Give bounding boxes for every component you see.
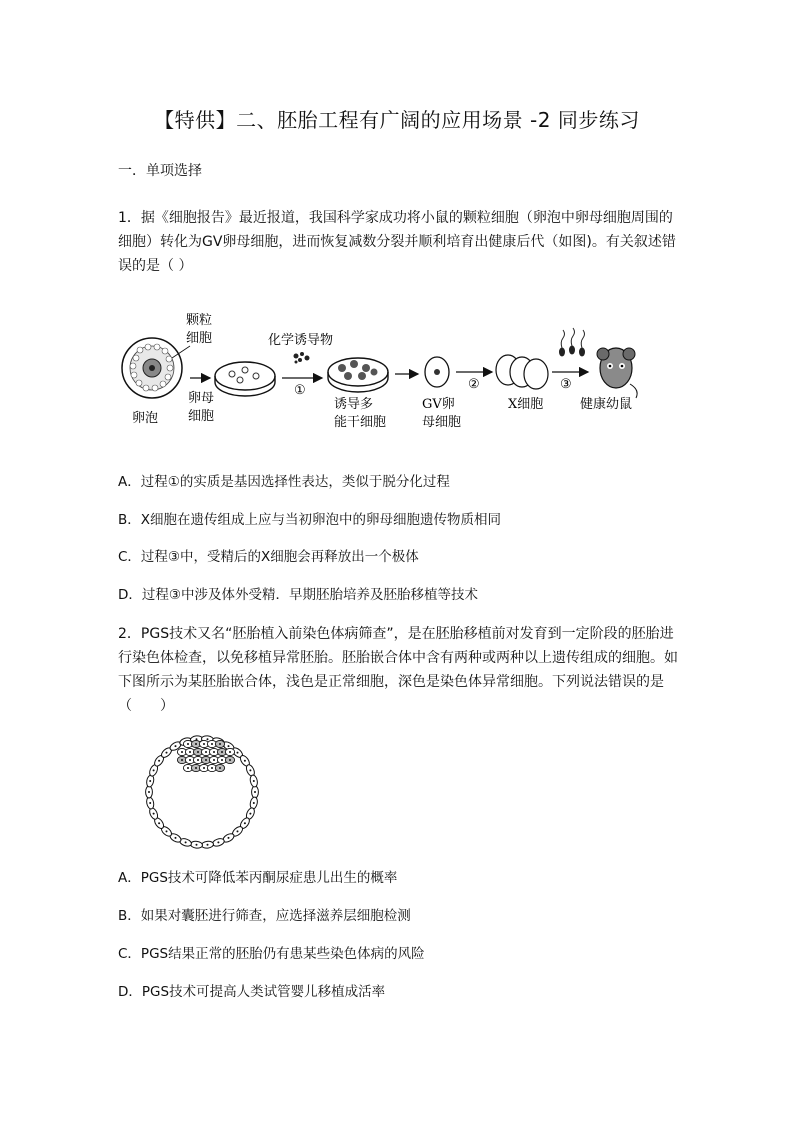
question-2-blastocyst-diagram: [136, 730, 276, 850]
cell-nucleus: [219, 767, 221, 769]
cell-nucleus: [189, 759, 191, 761]
cell-nucleus: [166, 830, 168, 832]
page-title: 【特供】二、胚胎工程有广阔的应用场景 -2 同步练习: [154, 108, 640, 132]
cell-nucleus: [203, 767, 205, 769]
label-step-3: ③: [560, 377, 572, 392]
cell-nucleus: [217, 841, 219, 843]
label-granulosa-1: 颗粒: [186, 313, 213, 328]
cell-nucleus: [244, 760, 246, 762]
cell-nucleus: [207, 738, 209, 740]
label-gv-1: GV卵: [422, 397, 455, 412]
follicle-drawing: [122, 338, 182, 398]
label-follicle: 卵泡: [132, 411, 159, 426]
cell-nucleus: [237, 830, 239, 832]
cell-nucleus: [229, 759, 231, 761]
cell-nucleus: [205, 751, 207, 753]
cell-nucleus: [253, 802, 255, 804]
cell-nucleus: [221, 759, 223, 761]
cell-nucleus: [253, 780, 255, 782]
cell-nucleus: [219, 743, 221, 745]
cell-nucleus: [237, 752, 239, 754]
label-ips-1: 诱导多: [334, 397, 374, 412]
question-1-option-d: D．过程③中涉及体外受精．早期胚胎培养及胚胎移植等技术: [118, 587, 478, 603]
question-2-option-d: D．PGS技术可提高人类试管婴儿移植成活率: [118, 984, 386, 1000]
cell-nucleus: [228, 837, 230, 839]
cell-nucleus: [213, 751, 215, 753]
cell-nucleus: [197, 759, 199, 761]
label-ips-2: 能干细胞: [334, 415, 387, 430]
cell-nucleus: [166, 752, 168, 754]
cell-nucleus: [229, 751, 231, 753]
question-2-option-c: C．PGS结果正常的胚胎仍有患某些染色体病的风险: [118, 946, 425, 962]
label-gv-2: 母细胞: [422, 415, 462, 430]
cell-nucleus: [153, 813, 155, 815]
culture-dish-ips: [328, 358, 388, 392]
gv-oocyte-drawing: [425, 357, 449, 387]
cell-nucleus: [207, 844, 209, 846]
cell-nucleus: [148, 791, 150, 793]
cell-nucleus: [189, 751, 191, 753]
cell-nucleus: [221, 751, 223, 753]
cell-nucleus: [195, 743, 197, 745]
question-2-option-b: B．如果对囊胚进行筛查，应选择滋养层细胞检测: [118, 908, 411, 924]
cell-nucleus: [149, 802, 151, 804]
cell-nucleus: [187, 743, 189, 745]
cell-nucleus: [213, 759, 215, 761]
cell-nucleus: [249, 769, 251, 771]
question-1-option-a: A．过程①的实质是基因选择性表达，类似于脱分化过程: [118, 474, 450, 490]
cell-nucleus: [205, 759, 207, 761]
label-x-cell: X细胞: [508, 397, 544, 412]
question-1-option-c: C．过程③中，受精后的X细胞会再释放出一个极体: [118, 549, 419, 565]
label-granulosa-2: 细胞: [186, 331, 213, 346]
question-1-option-b: B．X细胞在遗传组成上应与当初卵泡中的卵母细胞遗传物质相同: [118, 512, 502, 528]
cell-nucleus: [153, 769, 155, 771]
cell-nucleus: [175, 745, 177, 747]
cell-nucleus: [181, 759, 183, 761]
section-heading: 一．单项选择: [118, 163, 202, 179]
cell-nucleus: [203, 743, 205, 745]
label-oocyte-2: 细胞: [188, 409, 215, 424]
cell-nucleus: [181, 751, 183, 753]
cell-nucleus: [149, 780, 151, 782]
cell-nucleus: [244, 822, 246, 824]
cell-nucleus: [195, 767, 197, 769]
x-cells-drawing: [496, 355, 548, 389]
label-chemical-inducer: 化学诱导物: [268, 333, 334, 348]
cell-nucleus: [196, 844, 198, 846]
cell-nucleus: [249, 813, 251, 815]
label-step-1: ①: [294, 383, 306, 398]
cell-nucleus: [211, 767, 213, 769]
cell-nucleus: [187, 767, 189, 769]
cell-nucleus: [158, 760, 160, 762]
question-2-stem: 2．PGS技术又名“胚胎植入前染色体病筛查”，是在胚胎移植前对发育到一定阶段的胚胎进行染色体检查，以免移植异常胚胎。胚胎嵌合体中含有两种或两种以上遗传组成的细胞。如下图所示为某胚胎嵌合体，浅色是正常细胞，深色是染色体异常细胞。下列说法错误的是（ ）: [118, 626, 678, 714]
cell-nucleus: [158, 822, 160, 824]
cell-nucleus: [197, 751, 199, 753]
cell-nucleus: [228, 745, 230, 747]
cell-nucleus: [175, 837, 177, 839]
question-1-stem: 1．据《细胞报告》最近报道，我国科学家成功将小鼠的颗粒细胞（卵泡中卵母细胞周围的细胞）转化为GV卵母细胞，进而恢复减数分裂并顺利培育出健康后代（如图)。有关叙述错误的是（ ）: [118, 210, 676, 274]
cell-nucleus: [211, 743, 213, 745]
cell-nucleus: [254, 791, 256, 793]
question-2-option-a: A．PGS技术可降低苯丙酮尿症患儿出生的概率: [118, 870, 398, 886]
label-mouse: 健康幼鼠: [580, 397, 633, 412]
sperm-drawing: [560, 328, 585, 356]
inducer-molecules: [294, 352, 310, 364]
question-1-diagram: [110, 310, 650, 440]
label-oocyte-1: 卵母: [188, 391, 215, 406]
mouse-drawing: [597, 348, 637, 398]
label-step-2: ②: [468, 377, 480, 392]
cell-nucleus: [185, 841, 187, 843]
culture-dish-granulosa: [215, 362, 275, 396]
